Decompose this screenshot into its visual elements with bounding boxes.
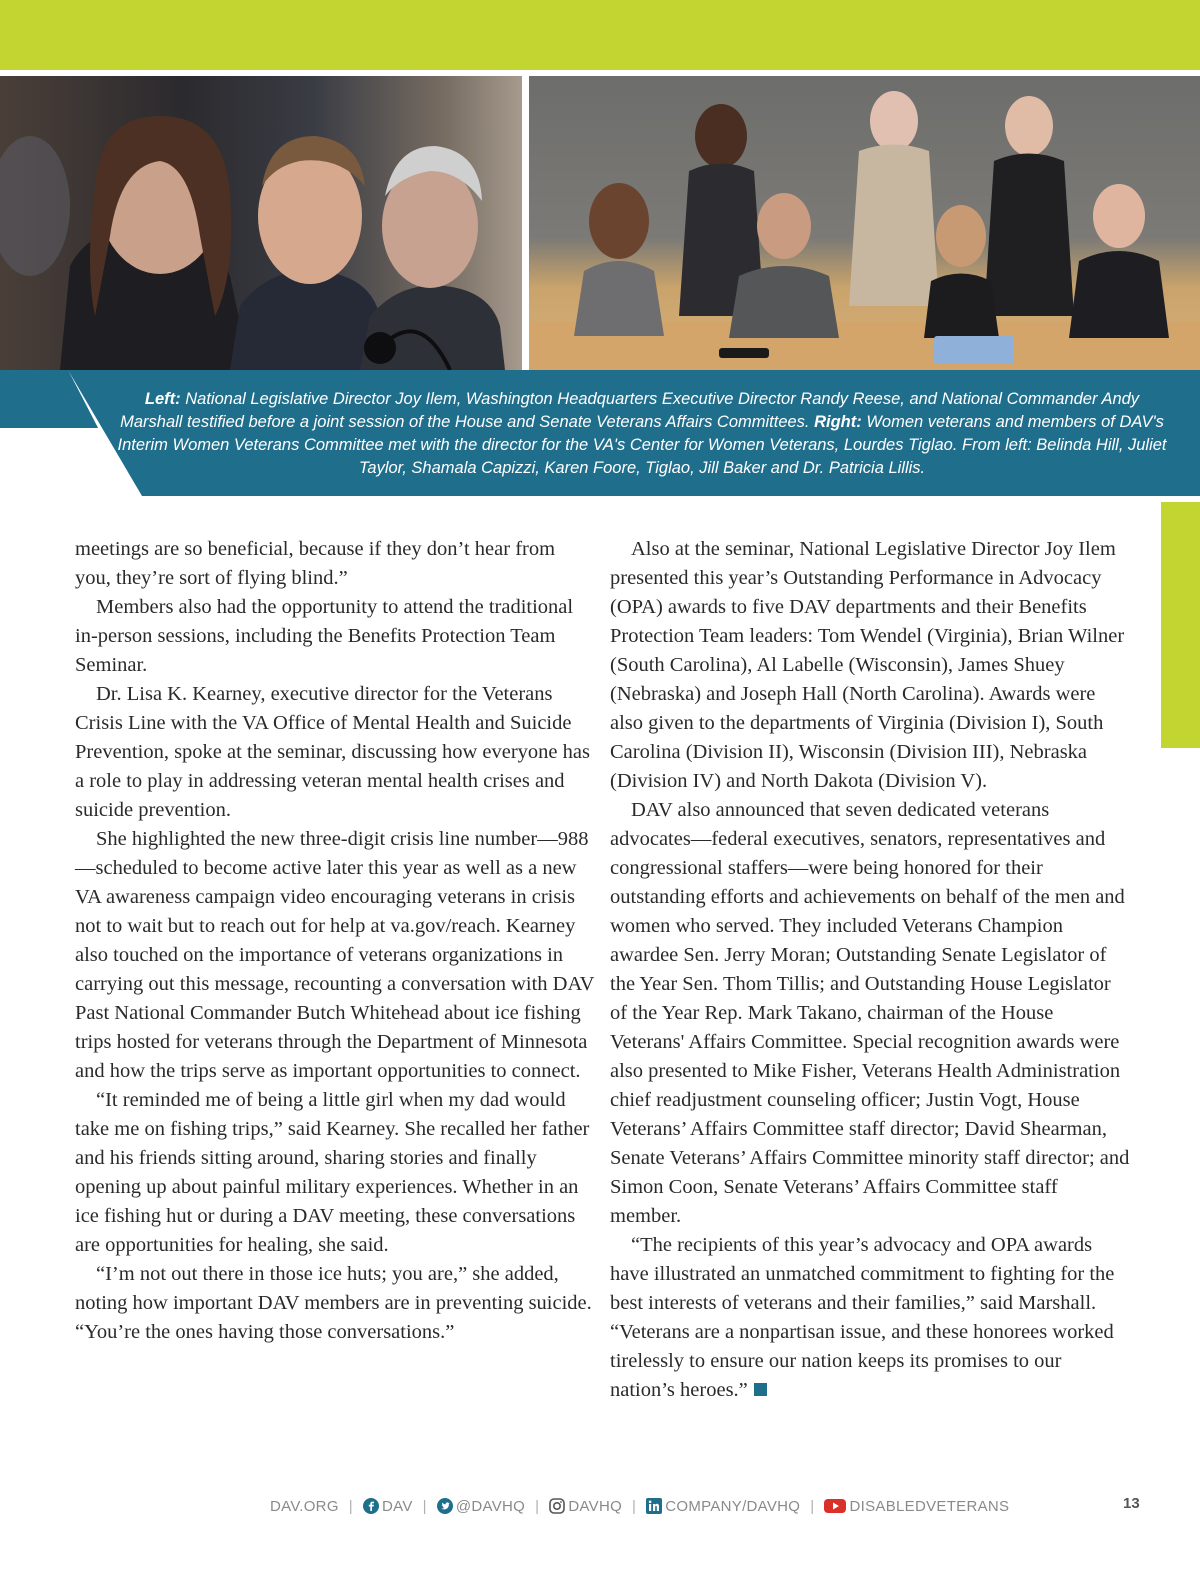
footer-facebook-link[interactable]	[363, 1498, 413, 1515]
footer-linkedin-label: COMPANY/DAVHQ	[665, 1497, 801, 1515]
end-of-article-mark	[754, 1383, 767, 1396]
article-column-right	[610, 535, 1130, 1405]
caption-right-text: Women veterans and members of DAV's Interim Women Veterans Committee met with the director for the VA's Center for Women Veterans, Lourdes Tiglao. From left: Belinda Hill, Juliet Taylor, Shamala Capizzi, Karen Foore, Tiglao, Jill Baker and Dr. Patricia Lillis.	[117, 413, 1167, 477]
photo-women-veterans-committee	[529, 76, 1200, 370]
paragraph: meetings are so beneficial, because if they don’t hear from you, they’re sort of flying blind.”	[75, 538, 556, 589]
paragraph: Members also had the opportunity to attend the traditional in-person sessions, including the Benefits Protection Team Seminar.	[75, 596, 574, 676]
twitter-icon	[437, 1498, 453, 1514]
footer-youtube-link[interactable]	[824, 1498, 1009, 1515]
article-column-left	[75, 535, 595, 1347]
paragraph: Dr. Lisa K. Kearney, executive director for the Veterans Crisis Line with the VA Office of Mental Health and Suicide Prevention, spoke at the seminar, discussing how everyone has a role to play in addressing veteran mental health crises and suicide prevention.	[75, 683, 590, 821]
footer-youtube-label: DISABLEDVETERANS	[849, 1497, 1010, 1515]
paragraph: She highlighted the new three-digit crisis line number—988—scheduled to become active later this year as well as a new VA awareness campaign video encouraging veterans in crisis not to wait but to reach out for help at va.gov/reach. Kearney also touched on the importance of veterans organizations in carrying out this message, recounting a conversation with DAV Past National Commander Butch Whitehead about ice fishing trips hosted for veterans through the Department of Minnesota and how the trips serve as important opportunities to connect.	[75, 828, 595, 1082]
paragraph: Also at the seminar, National Legislative Director Joy Ilem presented this year’s Outstanding Performance in Advocacy (OPA) awards to five DAV departments and their Benefits Protection Team leaders: Tom Wendel (Virginia), Brian Wilner (South Carolina), Al Labelle (Wisconsin), James Shuey (Nebraska) and Joseph Hall (North Carolina). Awards were also given to the departments of Virginia (Division I), South Carolina (Division II), Wisconsin (Division III), Nebraska (Division IV) and North Dakota (Division V).	[610, 538, 1125, 792]
footer-separator: |	[348, 1497, 353, 1515]
caption-left-label: Left:	[144, 390, 181, 408]
footer-facebook-label: DAV	[382, 1497, 413, 1515]
footer-separator: |	[810, 1497, 815, 1515]
paragraph: “I’m not out there in those ice huts; you are,” she added, noting how important DAV members are in preventing suicide. “You’re the ones having those conversations.”	[75, 1263, 592, 1343]
footer-social-links	[270, 1494, 1070, 1518]
paragraph-final-text: “The recipients of this year’s advocacy and OPA awards have illustrated an unmatched commitment to fighting for the best interests of veterans and their families,” said Marshall. “Veterans are a nonpartisan issue, and these honorees worked tirelessly to ensure our nation keeps its promises to our nation’s heroes.”	[610, 1234, 1115, 1401]
footer-site-link[interactable]: DAV.ORG	[270, 1497, 339, 1515]
instagram-icon	[549, 1498, 565, 1514]
footer-linkedin-link[interactable]	[646, 1498, 800, 1515]
linkedin-icon	[646, 1498, 662, 1514]
footer-separator: |	[422, 1497, 427, 1515]
photo-hearing-illustration	[0, 76, 522, 370]
footer-separator: |	[632, 1497, 637, 1515]
footer-separator: |	[535, 1497, 540, 1515]
paragraph: DAV also announced that seven dedicated veterans advocates—federal executives, senators, representatives and congressional staffers—were being honored for their outstanding efforts and achievements on behalf of the men and women who served. They included Veterans Champion awardee Sen. Jerry Moran; Outstanding Senate Legislator of the Year Sen. Thom Tillis; and Outstanding House Legislator of the Year Rep. Mark Takano, chairman of the House Veterans' Affairs Committee. Special recognition awards were also presented to Mike Fisher, Veterans Health Administration chief readjustment counseling officer; Justin Vogt, House Veterans’ Affairs Committee staff director; David Shearman, Senate Veterans’ Affairs Committee minority staff director; and Simon Coon, Senate Veterans’ Affairs Committee staff member.	[610, 799, 1130, 1227]
top-accent-band	[0, 0, 1200, 70]
photo-caption	[112, 388, 1172, 480]
photo-committee-illustration	[529, 76, 1200, 370]
footer-instagram-label: DAVHQ	[568, 1497, 623, 1515]
side-accent-tab	[1161, 502, 1200, 748]
facebook-icon	[363, 1498, 379, 1514]
caption-right-label: Right:	[814, 413, 862, 431]
footer-twitter-link[interactable]	[437, 1498, 525, 1515]
paragraph-final	[610, 1231, 1130, 1405]
caption-left-text: National Legislative Director Joy Ilem, Washington Headquarters Executive Director Randy Reese, and National Commander Andy Marshall testified before a joint session of the House and Senate Veterans Affairs Committees.	[120, 390, 1140, 431]
photo-hearing-testimony	[0, 76, 522, 370]
youtube-icon	[824, 1498, 846, 1514]
page-number: 13	[1123, 1495, 1140, 1512]
footer-twitter-label: @DAVHQ	[455, 1497, 526, 1515]
paragraph: “It reminded me of being a little girl when my dad would take me on fishing trips,” said Kearney. She recalled her father and his friends sitting around, sharing stories and finally opening up about painful military experiences. Whether in an ice fishing hut or during a DAV meeting, these conversations are opportunities for healing, she said.	[75, 1089, 590, 1256]
footer-instagram-link[interactable]	[549, 1498, 622, 1515]
